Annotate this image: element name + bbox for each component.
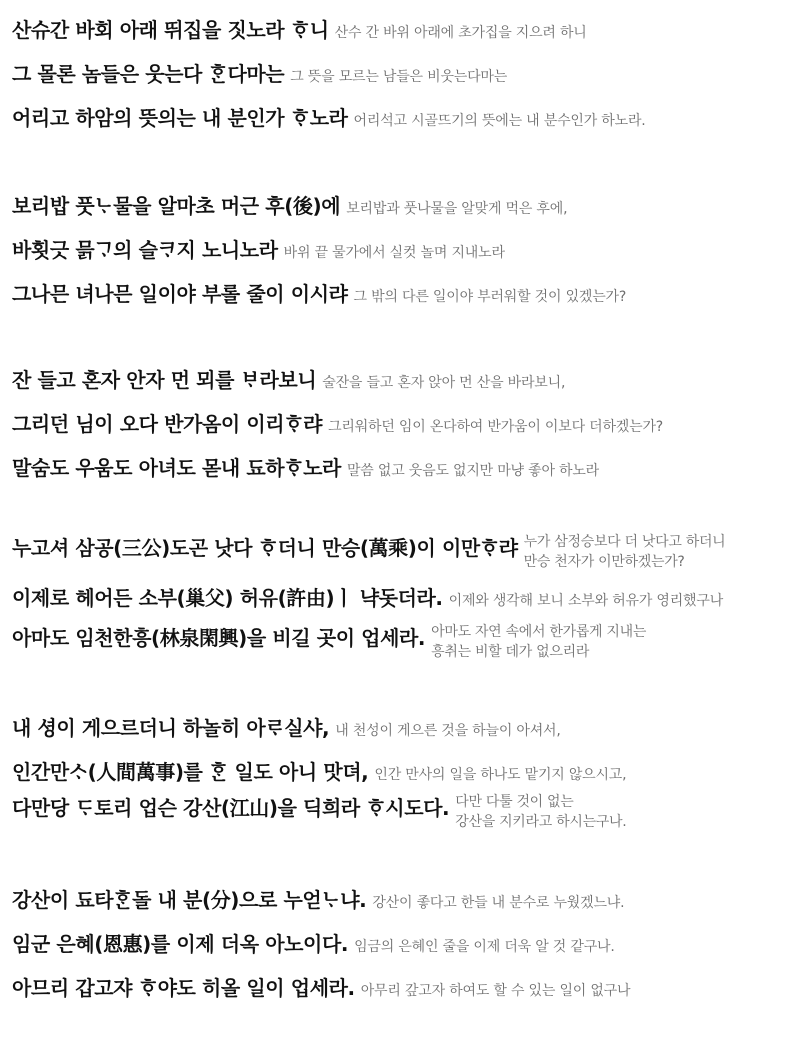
original-verse: 어리고 하암의 뜻의는 내 분인가 ᄒᆞ노라 bbox=[12, 106, 348, 130]
translation-line: 누가 삼정승보다 더 낫다고 하더니 bbox=[523, 534, 726, 550]
modern-translation: 어리석고 시골뜨기의 뜻에는 내 분수인가 하노라. bbox=[353, 113, 646, 129]
translation-line: 흥취는 비할 데가 없으리라 bbox=[431, 644, 590, 660]
original-verse: 그 몰론 놈들은 웃는다 ᄒᆞᆫ다마는 bbox=[12, 62, 285, 86]
original-verse: 잔 들고 혼자 안자 먼 뫼를 ᄇᆞ라보니 bbox=[12, 368, 317, 392]
modern-translation: 인간 만사의 일을 하나도 맡기지 않으시고, bbox=[374, 767, 627, 783]
original-verse: 산슈간 바회 아래 뛰집을 짓노라 ᄒᆞ니 bbox=[12, 18, 329, 42]
modern-translation: 아무리 갚고자 하여도 할 수 있는 일이 없구나 bbox=[360, 983, 631, 999]
poem-line bbox=[12, 452, 599, 481]
poem-line bbox=[12, 190, 567, 219]
poem-line bbox=[12, 234, 505, 263]
original-verse: 그리던 님이 오다 반가옴이 이리ᄒᆞ랴 bbox=[12, 412, 323, 436]
poem-line bbox=[12, 712, 561, 741]
poem-line bbox=[12, 102, 646, 131]
modern-translation: 술잔을 들고 혼자 앉아 먼 산을 바라보니, bbox=[322, 375, 566, 391]
original-verse: 인간만ᄉᆞ(人間萬事)를 ᄒᆞᆫ 일도 아니 맛뎌, bbox=[12, 760, 369, 784]
poem-line bbox=[12, 756, 626, 785]
modern-translation: 임금의 은혜인 줄을 이제 더욱 알 것 같구나. bbox=[354, 939, 615, 955]
poem-line bbox=[12, 792, 626, 832]
modern-translation: 그 밖의 다른 일이야 부러워할 것이 있겠는가? bbox=[353, 289, 627, 305]
translation-line: 만승 천자가 이만하겠는가? bbox=[523, 554, 685, 570]
original-verse: 보리밥 풋ᄂᆞ물을 알마초 머근 후(後)에 bbox=[12, 194, 341, 218]
poem-line bbox=[12, 884, 624, 913]
poem-line bbox=[12, 14, 587, 43]
translation-line: 강산을 지키라고 하시는구나. bbox=[455, 814, 627, 830]
original-verse: 그나믄 녀나믄 일이야 부롤 줄이 이시랴 bbox=[12, 282, 348, 306]
poem-line bbox=[12, 972, 630, 1001]
poem-line bbox=[12, 532, 725, 572]
translation-line: 아마도 자연 속에서 한가롭게 지내는 bbox=[431, 624, 647, 640]
poem-line bbox=[12, 928, 615, 957]
poem-line bbox=[12, 622, 646, 662]
original-verse: 누고셔 삼공(三公)도곤 낫다 ᄒᆞ더니 만승(萬乘)이 이만ᄒᆞ랴 bbox=[12, 536, 518, 560]
translation-line: 다만 다툴 것이 없는 bbox=[455, 794, 574, 810]
modern-translation: 산수 간 바위 아래에 초가집을 지으려 하니 bbox=[334, 25, 587, 41]
modern-translation: 이제와 생각해 보니 소부와 허유가 영리했구나 bbox=[448, 593, 724, 609]
original-verse: 말숨도 우움도 아녀도 몯내 됴하ᄒᆞ노라 bbox=[12, 456, 341, 480]
original-verse: 아마도 임천한흥(林泉閑興)을 비길 곳이 업세라. bbox=[12, 626, 426, 650]
modern-translation: 보리밥과 풋나물을 알맞게 먹은 후에, bbox=[346, 201, 568, 217]
original-verse: 아므리 갑고쟈 ᄒᆞ야도 히올 일이 업세라. bbox=[12, 976, 355, 1000]
original-verse: 이제로 헤어든 소부(巢父) 허유(許由)ㅣ 냑돗더라. bbox=[12, 586, 443, 610]
poem-line bbox=[12, 364, 565, 393]
poem-line bbox=[12, 408, 663, 437]
modern-translation bbox=[524, 532, 726, 572]
modern-translation: 바위 끝 물가에서 실컷 놀며 지내노라 bbox=[283, 245, 505, 261]
modern-translation: 내 천성이 게으른 것을 하늘이 아셔서, bbox=[335, 723, 561, 739]
modern-translation bbox=[431, 622, 646, 662]
original-verse: 바횟긋 믉ᄀᆞ의 슬ᄏᆞ지 노니노라 bbox=[12, 238, 278, 262]
poem-line bbox=[12, 278, 626, 307]
original-verse: 다만당 ᄃᆞ토리 업슨 강산(江山)을 딕희라 ᄒᆞ시도다. bbox=[12, 796, 450, 820]
modern-translation: 그 뜻을 모르는 남들은 비웃는다마는 bbox=[290, 69, 508, 85]
original-verse: 임군 은혜(恩惠)를 이제 더옥 아노이다. bbox=[12, 932, 349, 956]
modern-translation: 말씀 없고 웃음도 없지만 마냥 좋아 하노라 bbox=[346, 463, 599, 479]
original-verse: 내 셩이 게으르더니 하놀히 아ᄅᆞ실샤, bbox=[12, 716, 330, 740]
modern-translation bbox=[455, 792, 626, 832]
poem-line bbox=[12, 582, 723, 611]
modern-translation: 그리워하던 임이 온다하여 반가움이 이보다 더하겠는가? bbox=[328, 419, 663, 435]
original-verse: 강산이 됴타ᄒᆞᆫ돌 내 분(分)으로 누얻ᄂᆞ냐. bbox=[12, 888, 367, 912]
poem-line bbox=[12, 58, 507, 87]
modern-translation: 강산이 좋다고 한들 내 분수로 누웠겠느냐. bbox=[372, 895, 625, 911]
